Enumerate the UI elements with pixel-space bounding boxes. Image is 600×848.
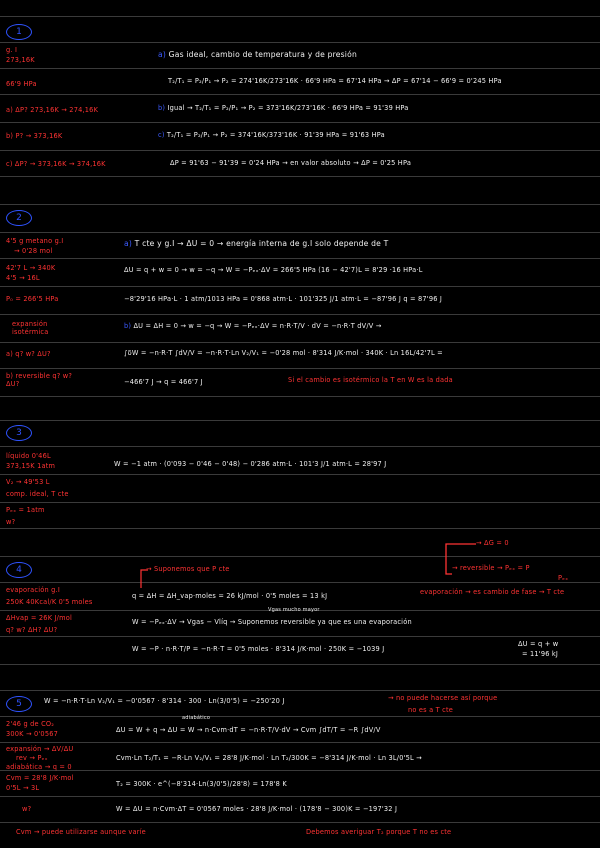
given-data: 2'46 g de CO₂: [6, 720, 55, 728]
given-data: 273,16K: [6, 56, 35, 64]
problem-number-badge: 5: [6, 696, 32, 712]
equation: Cvm·Ln T₂/T₁ = −R·Ln V₂/V₁ = 28'8 J/K·mol · Ln T₂/300K = −8'314 J/K·mol · Ln 3L/0'5L →: [116, 754, 422, 762]
problem-number-badge: 4: [6, 562, 32, 578]
part-label: a): [158, 50, 167, 59]
equation: T₂ = 300K · e^(−8'314·Ln(3/0'5)/28'8) = 178'8 K: [116, 780, 287, 788]
equation: ΔU = ΔH = 0 → w = −q → W = −Pₑₓ·ΔV = n·R·T/V · dV = −n·R·T dV/V →: [133, 322, 382, 330]
given-data: comp. ideal, T cte: [6, 490, 69, 498]
equation: ΔU = W + q → ΔU = W → n·Cvm·dT = −n·R·T/V·dV → Cvm ∫dT/T = −R ∫dV/V: [116, 726, 381, 734]
part-b-equation: [158, 104, 409, 112]
part-label: b): [124, 322, 132, 330]
given-data: a) q? w? ΔU?: [6, 350, 51, 358]
given-data: 4'5 → 16L: [6, 274, 40, 282]
given-data: líquido 0'46L: [6, 452, 51, 460]
given-data: → 0'28 mol: [14, 247, 53, 255]
part-b-equation: [124, 322, 381, 330]
result-equation: ΔP = 91'63 − 91'39 = 0'24 HPa → en valor absoluto → ΔP = 0'25 HPa: [170, 159, 412, 167]
given-data: Pₑₓ = 1atm: [6, 506, 45, 514]
equation: W = −Pₑₓ·ΔV → Vgas − Vlíq → Suponemos reversible ya que es una evaporación: [132, 618, 412, 626]
result-equation: = 11'96 kJ: [522, 650, 559, 658]
given-data: Cvm = 28'8 J/K·mol: [6, 774, 74, 782]
part-label: a): [124, 239, 133, 248]
result-equation: ΔU = q + w: [518, 640, 559, 648]
equation: Igual → T₂/T₁ = P₂/P₁ → P₂ = 373'16K/273'16K · 66'9 HPa = 91'39 HPa: [167, 104, 409, 112]
given-data: a) ΔP? 273,16K → 274,16K: [6, 106, 99, 114]
given-data: w?: [22, 805, 32, 813]
equation: q = ΔH = ΔH_vap·moles = 26 kJ/mol · 0'5 moles = 13 kJ: [132, 592, 328, 600]
equation: −8'29'16 HPa·L · 1 atm/1013 HPa = 0'868 atm·L · 101'325 J/1 atm·L = −87'96 J q = 87'96 J: [124, 295, 443, 303]
note: → no puede hacerse así porque: [388, 694, 498, 702]
note: → ΔG = 0: [476, 539, 509, 547]
result-equation: −466'7 J → q = 466'7 J: [124, 378, 203, 386]
part-label: c): [158, 131, 165, 139]
given-data: 42'7 L → 340K: [6, 264, 56, 272]
note: → reversible → Pₑₓ = P: [452, 564, 530, 572]
given-data: P₀ = 266'5 HPa: [6, 295, 59, 303]
equation: T₂/T₁ = P₂/P₁ → P₂ = 274'16K/273'16K · 66'9 HPa = 67'14 HPa → ΔP = 67'14 − 66'9 = 0'245 HPa: [168, 77, 502, 85]
given-data: b) P? → 373,16K: [6, 132, 63, 140]
given-data: 4'5 g metano g.I: [6, 237, 64, 245]
equation: W = −n·R·T·Ln V₂/V₁ = −0'0567 · 8'314 · 300 · Ln(3/0'5) = −250'20 J: [44, 697, 285, 705]
equation: T₂/T₁ = P₂/P₁ → P₂ = 374'16K/373'16K · 91'39 HPa = 91'63 HPa: [166, 131, 385, 139]
given-data: 0'5L → 3L: [6, 784, 40, 792]
statement-text: Gas ideal, cambio de temperatura y de presión: [168, 50, 357, 59]
given-data: ΔHvap = 26K J/mol: [6, 614, 72, 622]
bracket-arrow: [138, 568, 152, 590]
given-data: evaporación g.I: [6, 586, 60, 594]
given-data: adiabática → q = 0: [6, 763, 72, 771]
note: evaporación → es cambio de fase → T cte: [420, 588, 565, 596]
part-label: b): [158, 104, 166, 112]
result-equation: W = ΔU = n·Cvm·ΔT = 0'0567 moles · 28'8 J/K·mol · (178'8 − 300)K = −197'32 J: [116, 805, 398, 813]
given-data: V₂ → 49'53 L: [6, 478, 50, 486]
equation: W = −1 atm · (0'093 − 0'46 − 0'48) − 0'286 atm·L · 101'3 J/1 atm·L = 28'97 J: [114, 460, 387, 468]
given-data: 66'9 HPa: [6, 80, 37, 88]
given-data: b) reversible q? w? ΔU?: [6, 372, 73, 388]
given-data: w?: [6, 518, 16, 526]
note: → Suponemos que P cte: [146, 565, 230, 573]
note: no es a T cte: [408, 706, 454, 714]
footer-note: Debemos averiguar T₂ porque T no es cte: [306, 828, 452, 836]
given-data: c) ΔP? → 373,16K → 374,16K: [6, 160, 106, 168]
equation: W = −P · n·R·T/P = −n·R·T = 0'5 moles · 8'314 J/K·mol · 250K = −1039 J: [132, 645, 385, 653]
statement-text: T cte y g.I → ΔU = 0 → energía interna de g.I solo depende de T: [134, 239, 389, 248]
equation: ∫δW = −n·R·T ∫dV/V = −n·R·T·Ln V₂/V₁ = −0'28 mol · 8'314 J/K·mol · 340K · Ln 16L/42'7L =: [124, 349, 443, 357]
given-data: 300K → 0'0567: [6, 730, 59, 738]
part-a-statement: [124, 240, 388, 248]
given-data: 250K 40Kcal/K 0'5 moles: [6, 598, 93, 606]
note: Pₑₓ: [558, 574, 569, 582]
part-a-statement: [158, 51, 357, 59]
part-c-equation: [158, 131, 385, 139]
given-data: g. I: [6, 46, 18, 54]
given-data: rev → Pₑₓ: [16, 754, 48, 762]
given-data: expansión isotérmica: [12, 320, 49, 336]
given-data: expansión → ΔV/ΔU: [6, 745, 74, 753]
given-data: q? w? ΔH? ΔU?: [6, 626, 58, 634]
note: Vgas mucho mayor: [268, 607, 320, 613]
problem-number-badge: 2: [6, 210, 32, 226]
note: Si el cambio es isotérmico la T en W es la dada: [288, 376, 453, 384]
equation: ΔU = q + w = 0 → w = −q → W = −Pₑₓ·ΔV = 266'5 HPa (16 − 42'7)L = 8'29 ·16 HPa·L: [124, 266, 423, 274]
bracket-arrow: [440, 540, 480, 580]
problem-number-badge: 3: [6, 425, 32, 441]
given-data: 373,15K 1atm: [6, 462, 56, 470]
problem-number-badge: 1: [6, 24, 32, 40]
note: adiabático: [182, 715, 211, 721]
footer-note: Cvm → puede utilizarse aunque varíe: [16, 828, 146, 836]
